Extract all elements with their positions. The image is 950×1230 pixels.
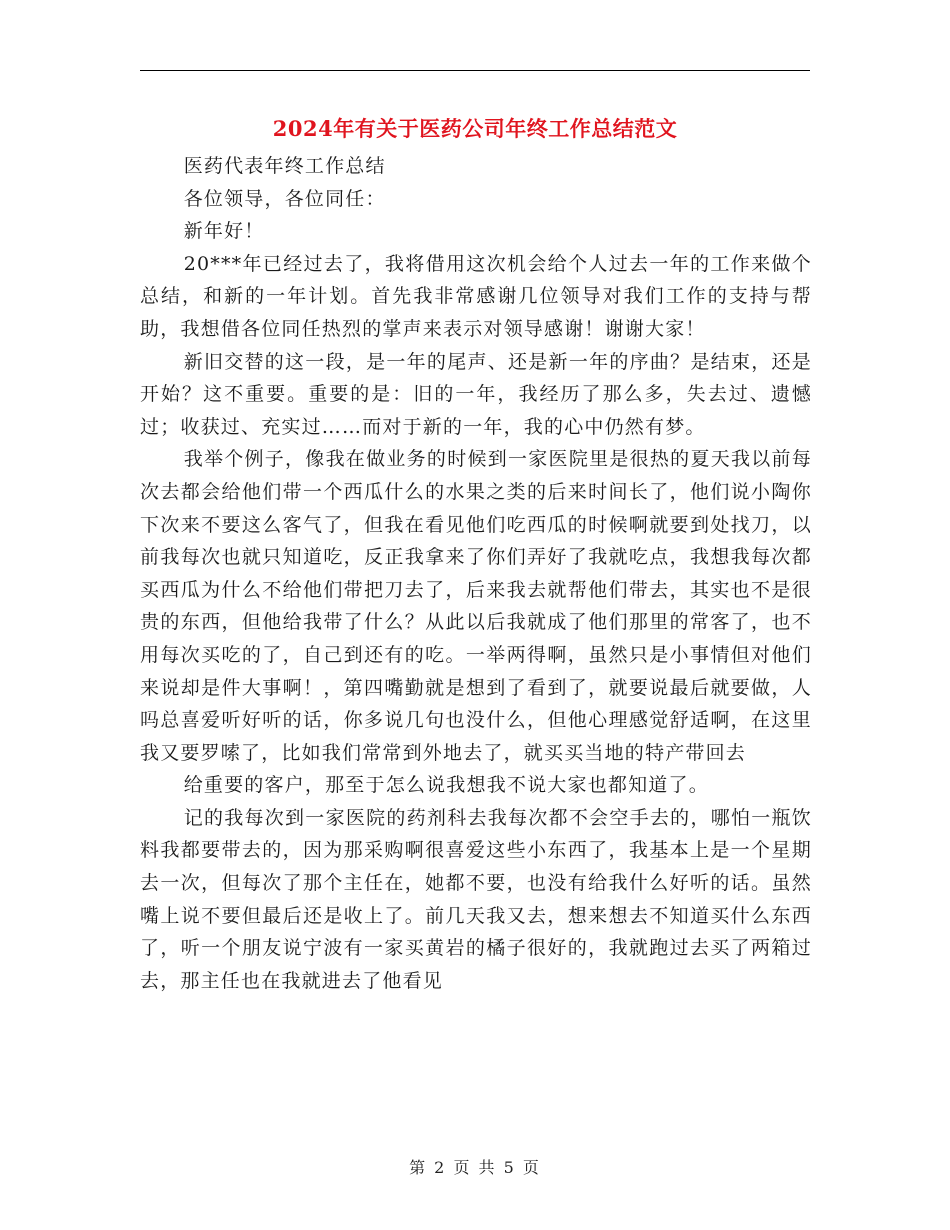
paragraph-greeting: 各位领导，各位同任： — [183, 187, 386, 210]
paragraph-transition: 新旧交替的这一段，是一年的尾声、还是新一年的序曲？是结束，还是开始？这不重要。重要的是：旧的一年，我经历了那么多，失去过、遗憾过；收获过、充实过……而对于新的一年，我的心中仍然有梦。 — [140, 350, 812, 438]
header-rule — [140, 70, 810, 71]
document-title: 2024年有关于医药公司年终工作总结范文 — [272, 116, 678, 141]
document-body — [140, 150, 812, 997]
paragraph-intro: 20***年已经过去了，我将借用这次机会给个人过去一年的工作来做个总结，和新的一年计划。首先我非常感谢几位领导对我们工作的支持与帮助，我想借各位同任热烈的掌声来表示对领导感谢！谢谢大家！ — [140, 252, 812, 340]
page-number: 第 2 页 共 5 页 — [409, 1158, 541, 1177]
paragraph-pharmacy: 记的我每次到一家医院的药剂科去我每次都不会空手去的，哪怕一瓶饮料我都要带去的，因为那采购啊很喜爱这些小东西了，我基本上是一个星期去一次，但每次了那个主任在，她都不要，也没有给我什么好听的话。虽然嘴上说不要但最后还是收上了。前几天我又去，想来想去不知道买什么东西了，听一个朋友说宁波有一家买黄岩的橘子很好的，我就跑过去买了两箱过去，那主任也在我就进去了他看见 — [140, 806, 812, 992]
paragraph-example: 我举个例子，像我在做业务的时候到一家医院里是很热的夏天我以前每次去都会给他们带一个西瓜什么的水果之类的后来时间长了，他们说小陶你下次来不要这么客气了，但我在看见他们吃西瓜的时候啊就要到处找刀，以前我每次也就只知道吃，反正我拿来了你们弄好了我就吃点，我想我每次都买西瓜为什么不给他们带把刀去了，后来我去就帮他们带去，其实也不是很贵的东西，但他给我带了什么？从此以后我就成了他们那里的常客了，也不用每次买吃的了，自己到还有的吃。一举两得啊，虽然只是小事情但对他们来说却是件大事啊！，第四嘴勤就是想到了看到了，就要说最后就要做，人吗总喜爱听好听的话，你多说几句也没什么，但他心理感觉舒适啊，在这里我又要罗嗦了，比如我们常常到外地去了，就买买当地的特产带回去 — [140, 448, 812, 764]
paragraph-subtitle: 医药代表年终工作总结 — [183, 155, 386, 177]
paragraph-gift: 给重要的客户，那至于怎么说我想我不说大家也都知道了。 — [183, 774, 709, 797]
paragraph-new-year: 新年好！ — [183, 220, 265, 243]
